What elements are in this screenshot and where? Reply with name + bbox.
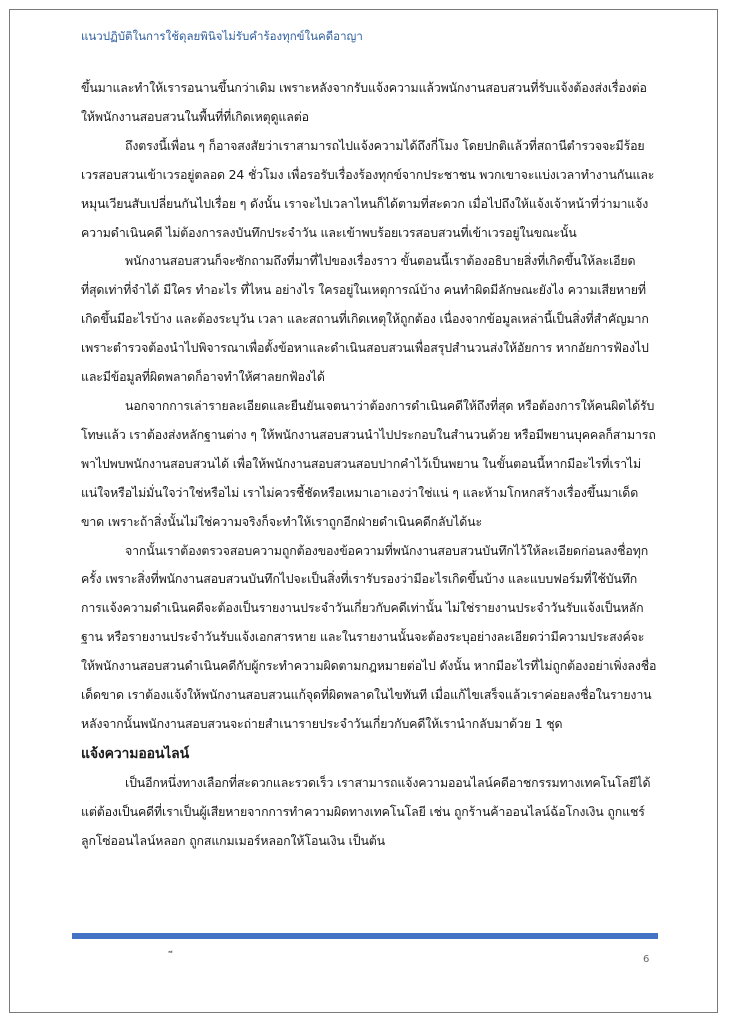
page-number: 6 <box>643 954 650 965</box>
section-heading-online-report: แจ้งความออนไลน์ <box>81 745 190 762</box>
paragraph-evidence: นอกจากการเล่ารายละเอียดและยืนยันเจตนาว่าต้องการดำเนินคดีให้ถึงที่สุด หรือต้องการให้คนผิดได้รับโทษแล้ว เราต้องส่งหลักฐานต่าง ๆ ให้พนักงานสอบสวนนำไปประกอบในสำนวนด้วย หรือมีพยานบุคคลก็สามารถพาไปพบพนักงานสอบสวนได้ เพื่อให้พนักงานสอบสวนสอบปากคำไว้เป็นพยาน ในขั้นตอนนี้หากมีอะไรที่เราไม่แน่ใจหรือไม่มั่นใจว่าใช่หรือไม่ เราไม่ควรชี้ชัดหรือเหมาเอาเองว่าใช่แน่ ๆ และห้ามโกหกสร้างเรื่องขึ้นมาเด็ดขาด เพราะถ้าสิ่งนั้นไม่ใช่ความจริงก็จะทำให้เราถูกอีกฝ่ายดำเนินคดีกลับได้นะ <box>81 397 656 529</box>
paragraph-report-hours: ถึงตรงนี้เพื่อน ๆ ก็อาจสงสัยว่าเราสามารถไปแจ้งความได้ถึงกี่โมง โดยปกติแล้วที่สถานีตำรวจจะมีร้อยเวรสอบสวนเข้าเวรอยู่ตลอด 24 ชั่วโมง เพื่อรอรับเรื่องร้องทุกข์จากประชาชน พวกเขาจะแบ่งเวลาทำงานกันและหมุนเวียนสับเปลี่ยนกันไปเรื่อย ๆ ดังนั้น เราจะไปเวลาไหนก็ได้ตามที่สะดวก เมื่อไปถึงให้แจ้งเจ้าหน้าที่ว่ามาแจ้งความดำเนินคดี ไม่ต้องการลงบันทึกประจำวัน และเข้าพบร้อยเวรสอบสวนที่เข้าเวรอยู่ในขณะนั้น <box>81 137 655 240</box>
footer-divider-bar <box>72 933 658 939</box>
paragraph-continuation: ขึ้นมาและทำให้เรารอนานขึ้นกว่าเดิม เพราะหลังจากรับแจ้งความแล้วพนักงานสอบสวนที่รับแจ้งต้องส่งเรื่องต่อให้พนักงานสอบสวนในพื้นที่ที่เกิดเหตุดูแลต่อ <box>81 80 647 124</box>
paragraph-online-report: เป็นอีกหนึ่งทางเลือกที่สะดวกและรวดเร็ว เราสามารถแจ้งความออนไลน์คดีอาชกรรมทางเทคโนโลยีได้ แต่ต้องเป็นคดีที่เราเป็นผู้เสียหายจากการทำความผิดทางเทคโนโลยี เช่น ถูกร้านค้าออนไลน์ฉ้อโกงเงิน ถูกแชร์ลูกโซ่ออนไลน์หลอก ถูกสแกมเมอร์หลอกให้โอนเงิน เป็นต้น <box>81 774 651 848</box>
document-body <box>81 74 657 856</box>
running-header: แนวปฏิบัติในการใช้ดุลยพินิจไม่รับคำร้องทุกข์ในคดีอาญา <box>81 29 363 43</box>
paragraph-verify-record: จากนั้นเราต้องตรวจสอบความถูกต้องของข้อความที่พนักงานสอบสวนบันทึกไว้ให้ละเอียดก่อนลงชื่อทุกครั้ง เพราะสิ่งที่พนักงานสอบสวนบันทึกไปจะเป็นสิ่งที่เรารับรองว่ามีอะไรเกิดขึ้นบ้าง และแบบฟอร์มที่ใช้บันทึกการแจ้งความดำเนินคดีจะต้องเป็นรายงานประจำวันเกี่ยวกับคดีเท่านั้น ไม่ใช่รายงานประจำวันรับแจ้งเป็นหลักฐาน หรือรายงานประจำวันรับแจ้งเอกสารหาย และในรายงานนั้นจะต้องระบุอย่างละเอียดว่ามีความประสงค์จะให้พนักงานสอบสวนดำเนินคดีกับผู้กระทำความผิดตามกฎหมายต่อไป ดังนั้น หากมีอะไรที่ไม่ถูกต้องอย่าเพิ่งลงชื่อเด็ดขาด เราต้องแจ้งให้พนักงานสอบสวนแก้จุดที่ผิดพลาดในไขทันที เมื่อแก้ไขเสร็จแล้วเราค่อยลงชื่อในรายงาน หลังจากนั้นพนักงานสอบสวนจะถ่ายสำเนารายประจำวันเกี่ยวกับคดีให้เรานำกลับมาด้วย 1 ชุด <box>81 542 657 731</box>
paragraph-questioning: พนักงานสอบสวนก็จะซักถามถึงที่มาที่ไปของเรื่องราว ขั้นตอนนี้เราต้องอธิบายสิ่งที่เกิดขึ้นให้ละเอียดที่สุดเท่าที่จำได้ มีใคร ทำอะไร ที่ไหน อย่างไร ใครอยู่ในเหตุการณ์บ้าง คนทำผิดมีลักษณะยังไง ความเสียหายที่เกิดขึ้นมีอะไรบ้าง และต้องระบุวัน เวลา และสถานที่เกิดเหตุให้ถูกต้อง เนื่องจากข้อมูลเหล่านี้เป็นสิ่งที่สำคัญมาก เพราะตำรวจต้องนำไปพิจารณาเพื่อตั้งข้อหาและดำเนินสอบสวนเพื่อสรุปสำนวนส่งให้อัยการ หากอัยการฟ้องไปและมีข้อมูลที่ผิดพลาดก็อาจทำให้ศาลยกฟ้องได้ <box>81 253 649 385</box>
